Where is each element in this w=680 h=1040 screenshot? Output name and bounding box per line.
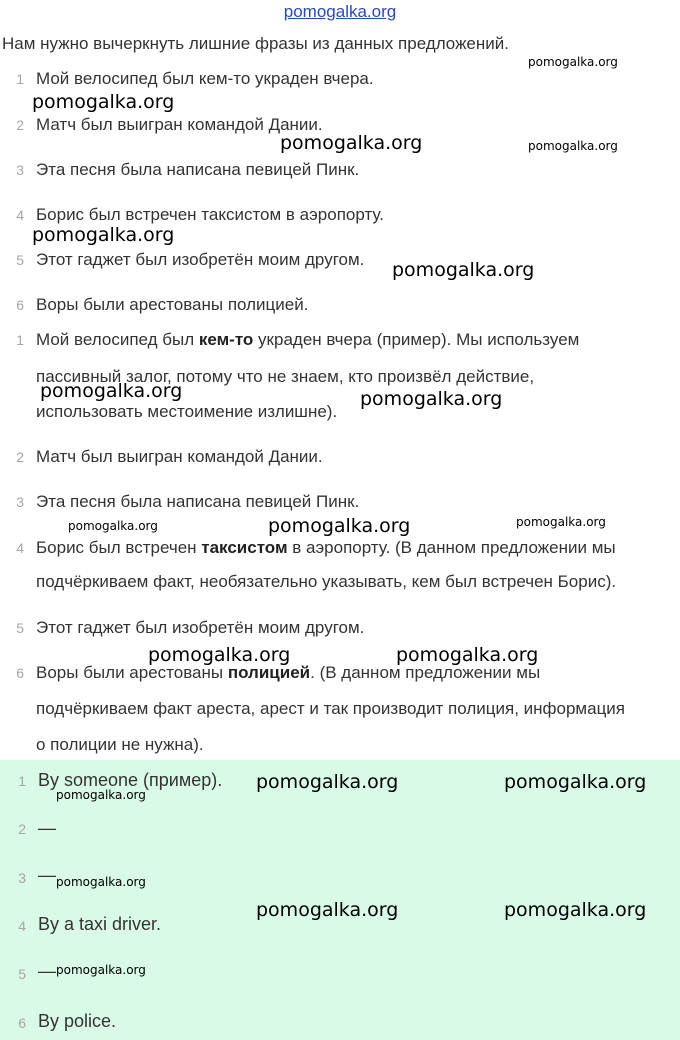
task-number: 3 [16,162,24,178]
watermark: pomogalka.org [504,899,647,921]
english-answer-number: 1 [18,773,26,789]
answer-number: 1 [16,332,24,348]
task-text: Борис был встречен таксистом в аэропорту. [36,205,384,224]
english-answer-number: 5 [18,966,26,982]
english-answer-text: — [38,961,56,981]
english-answer-text: By a taxi driver. [38,914,162,934]
answer-text: Воры были арестованы полицией. (В данном предложении мы [36,663,541,682]
answer-text-line: пассивный залог, потому что не знаем, кто произвёл действие, [36,367,535,386]
answer-number: 5 [16,620,24,636]
task-number: 1 [16,71,24,87]
english-answer-number: 3 [18,870,26,886]
english-answer-number: 6 [18,1015,26,1031]
task-number: 6 [16,297,24,313]
english-answer-number: 2 [18,821,26,837]
watermark: pomogalka.org [392,259,535,281]
highlighted-word: таксистом [201,538,288,557]
task-text: Эта песня была написана певицей Пинк. [36,160,360,179]
watermark: pomogalka.org [268,515,411,537]
highlighted-word: кем-то [198,330,254,349]
watermark: pomogalka.org [56,875,146,889]
watermark: pomogalka.org [256,771,399,793]
english-answer-text: By police. [38,1011,117,1031]
watermark: pomogalka.org [360,388,503,410]
watermark: pomogalka.org [68,519,158,533]
watermark: pomogalka.org [32,91,175,113]
intro-text: Нам нужно вычеркнуть лишние фразы из данных предложений. [2,34,509,53]
answer-number: 2 [16,449,24,465]
task-text: Матч был выигран командой Дании. [36,115,323,134]
answer-number: 4 [16,540,24,556]
watermark: pomogalka.org [32,224,175,246]
watermark: pomogalka.org [528,139,618,153]
english-answer-number: 4 [18,918,26,934]
watermark: pomogalka.org [516,515,606,529]
english-answer-text: — [38,865,56,885]
task-text: Этот гаджет был изобретён моим другом. [36,250,365,269]
answer-text: Эта песня была написана певицей Пинк. [36,492,360,511]
watermark: pomogalka.org [56,963,146,977]
watermark: pomogalka.org [396,644,539,666]
task-number: 2 [16,117,24,133]
task-number: 4 [16,207,24,223]
answer-text: Этот гаджет был изобретён моим другом. [36,618,365,637]
watermark: pomogalka.org [148,644,291,666]
watermark: pomogalka.org [56,788,146,802]
answer-text-line: использовать местоимение излишне). [36,402,338,421]
watermark: pomogalka.org [280,132,423,154]
english-answer-text: By someone (пример). [38,770,223,790]
task-text: Мой велосипед был кем-то украден вчера. [36,69,374,88]
answer-text-line: подчёркиваем факт ареста, арест и так производит полиция, информация [36,699,626,718]
english-answer-text: — [38,818,56,838]
highlighted-word: полицией [227,663,311,682]
answer-text: Матч был выигран командой Дании. [36,447,323,466]
watermark: pomogalka.org [40,380,183,402]
watermark: pomogalka.org [256,899,399,921]
answer-text-line: подчёркиваем факт, необязательно указывать, кем был встречен Борис). [36,572,617,591]
answer-text: Борис был встречен таксистом в аэропорту. (В данном предложении мы [36,538,616,557]
answer-text: Мой велосипед был кем-то украден вчера (пример). Мы используем [36,330,580,349]
watermark: pomogalka.org [504,771,647,793]
watermark: pomogalka.org [528,55,618,69]
task-number: 5 [16,252,24,268]
answer-text-line: о полиции не нужна). [36,735,204,754]
task-text: Воры были арестованы полицией. [36,295,309,314]
answer-number: 6 [16,665,24,681]
answer-number: 3 [16,494,24,510]
site-link[interactable]: pomogalka.org [283,2,397,21]
